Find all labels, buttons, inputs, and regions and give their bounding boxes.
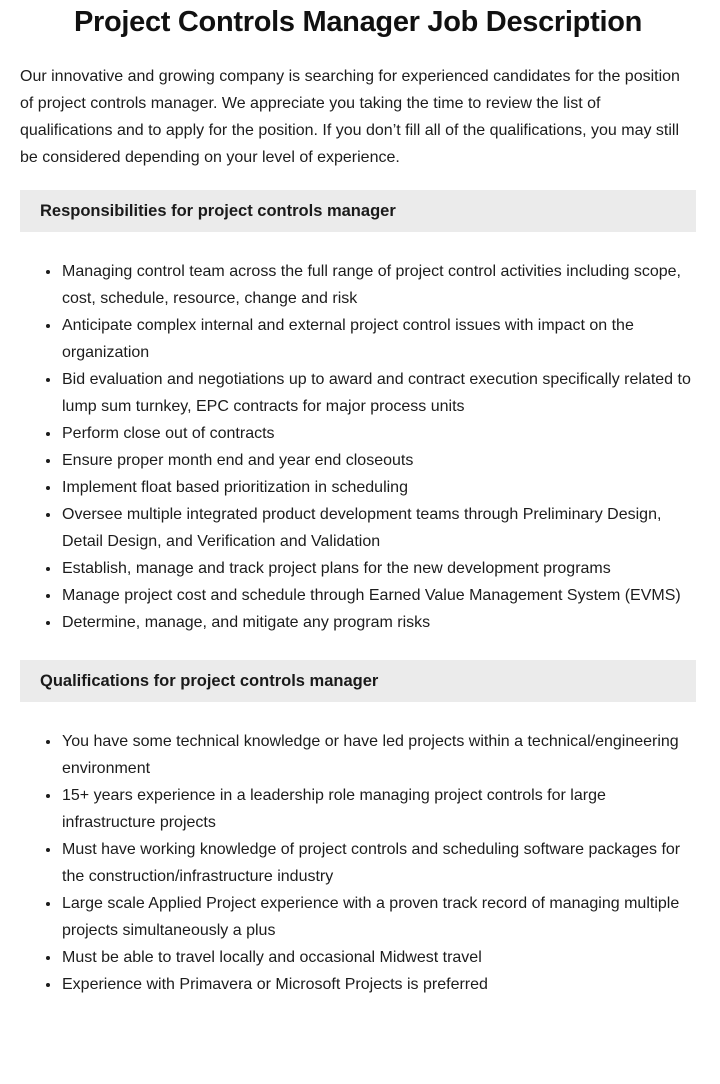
intro-paragraph: Our innovative and growing company is searching for experienced candidates for the position of project controls manager. We appreciate you taking the time to review the list of qualifications and to apply for the position. If you don’t fill all of the qualifications, you may still be considered depending on your level of experience. xyxy=(20,68,680,166)
responsibility-item: • Determine, manage, and mitigate any program risks xyxy=(61,609,696,636)
page-title: Project Controls Manager Job Description xyxy=(73,6,643,38)
responsibility-item: • Anticipate complex internal and external project control issues with impact on the organization xyxy=(61,312,696,366)
qualifications-section xyxy=(20,660,696,998)
responsibility-item: • Perform close out of contracts xyxy=(61,420,696,447)
responsibility-item: • Manage project cost and schedule through Earned Value Management System (EVMS) xyxy=(61,582,696,609)
qualification-item: • 15+ years experience in a leadership role managing project controls for large infrastructure projects xyxy=(61,782,696,836)
qualifications-heading-label: Qualifications for project controls manager xyxy=(40,671,379,690)
responsibilities-section xyxy=(20,190,696,636)
responsibilities-list xyxy=(20,258,696,636)
qualification-item: • Large scale Applied Project experience with a proven track record of managing multiple projects simultaneously a plus xyxy=(61,890,696,944)
responsibility-item: • Establish, manage and track project plans for the new development programs xyxy=(61,555,696,582)
qualification-item: • You have some technical knowledge or have led projects within a technical/engineering environment xyxy=(61,728,696,782)
responsibility-item: • Ensure proper month end and year end closeouts xyxy=(61,447,696,474)
qualifications-list xyxy=(20,728,696,998)
responsibilities-heading xyxy=(20,190,696,232)
qualifications-heading xyxy=(20,660,696,702)
qualification-item: • Experience with Primavera or Microsoft Projects is preferred xyxy=(61,971,696,998)
responsibility-item: • Managing control team across the full range of project control activities including scope, cost, schedule, resource, change and risk xyxy=(61,258,696,312)
responsibility-item: • Implement float based prioritization in scheduling xyxy=(61,474,696,501)
qualification-item: • Must have working knowledge of project controls and scheduling software packages for the construction/infrastructure industry xyxy=(61,836,696,890)
responsibilities-heading-label: Responsibilities for project controls manager xyxy=(40,201,396,220)
responsibility-item: • Bid evaluation and negotiations up to award and contract execution specifically related to lump sum turnkey, EPC contracts for major process units xyxy=(61,366,696,420)
qualification-item: • Must be able to travel locally and occasional Midwest travel xyxy=(61,944,696,971)
responsibility-item: • Oversee multiple integrated product development teams through Preliminary Design, Detail Design, and Verification and Validation xyxy=(61,501,696,555)
